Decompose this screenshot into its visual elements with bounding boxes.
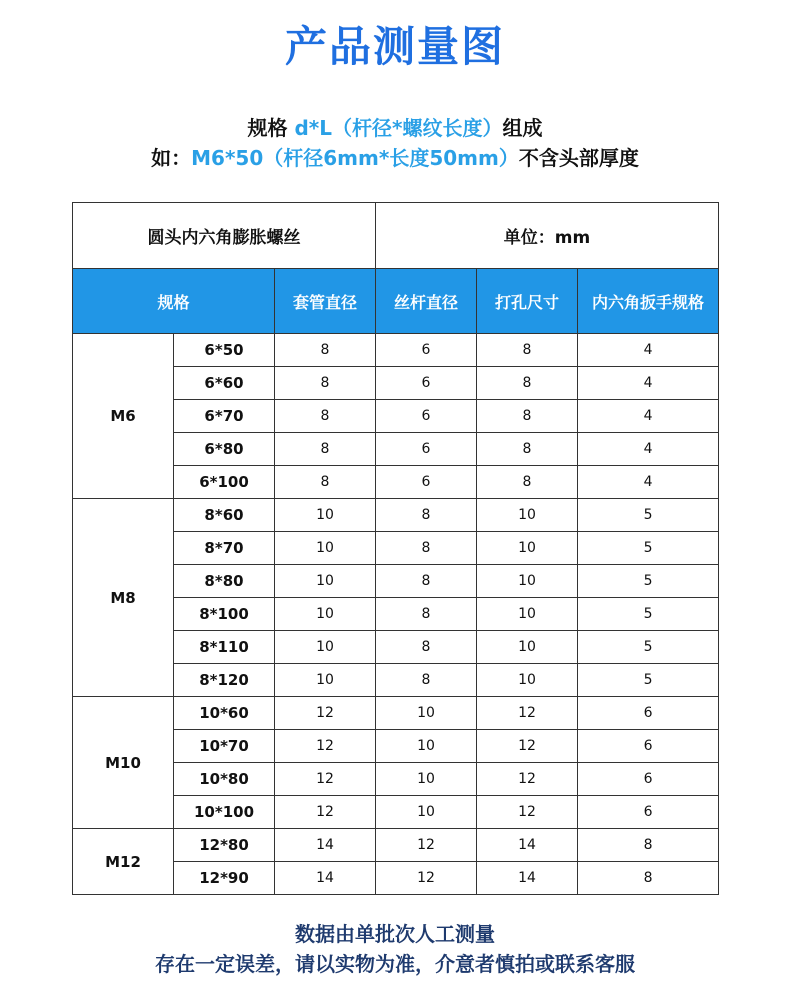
sleeve-diameter-cell: 8: [275, 433, 376, 466]
wrench-size-cell: 6: [578, 697, 719, 730]
sleeve-diameter-cell: 10: [275, 499, 376, 532]
rod-diameter-cell: 6: [376, 433, 477, 466]
sleeve-diameter-cell: 8: [275, 466, 376, 499]
wrench-size-cell: 6: [578, 763, 719, 796]
rod-diameter-cell: 8: [376, 499, 477, 532]
rod-diameter-cell: 10: [376, 697, 477, 730]
table-row: [73, 334, 719, 367]
group-label: M12: [73, 829, 174, 895]
rod-diameter-cell: 8: [376, 565, 477, 598]
size-cell: 6*100: [174, 466, 275, 499]
measurement-table: [72, 202, 719, 895]
rod-diameter-cell: 6: [376, 367, 477, 400]
hole-size-cell: 12: [477, 730, 578, 763]
wrench-size-cell: 4: [578, 367, 719, 400]
rod-diameter-cell: 8: [376, 664, 477, 697]
product-name: 圆头内六角膨胀螺丝: [73, 203, 376, 269]
footer-note-disclaimer: 存在一定误差，请以实物为准，介意者慎拍或联系客服: [155, 952, 635, 976]
sleeve-diameter-cell: 14: [275, 862, 376, 895]
hole-size-cell: 8: [477, 367, 578, 400]
size-cell: 12*80: [174, 829, 275, 862]
wrench-size-cell: 8: [578, 862, 719, 895]
size-cell: 6*50: [174, 334, 275, 367]
wrench-size-cell: 5: [578, 565, 719, 598]
group-label: M8: [73, 499, 174, 697]
spec-format-highlight: d*L（杆径*螺纹长度）: [294, 116, 503, 140]
column-header-hole: 打孔尺寸: [477, 269, 578, 334]
footer-note-measurement: 数据由单批次人工测量: [295, 922, 495, 946]
wrench-size-cell: 4: [578, 433, 719, 466]
hole-size-cell: 8: [477, 466, 578, 499]
hole-size-cell: 10: [477, 664, 578, 697]
rod-diameter-cell: 6: [376, 400, 477, 433]
size-cell: 8*70: [174, 532, 275, 565]
wrench-size-cell: 6: [578, 730, 719, 763]
sleeve-diameter-cell: 10: [275, 565, 376, 598]
sleeve-diameter-cell: 12: [275, 796, 376, 829]
rod-diameter-cell: 12: [376, 862, 477, 895]
wrench-size-cell: 5: [578, 598, 719, 631]
hole-size-cell: 8: [477, 334, 578, 367]
sleeve-diameter-cell: 10: [275, 532, 376, 565]
wrench-size-cell: 6: [578, 796, 719, 829]
hole-size-cell: 8: [477, 433, 578, 466]
hole-size-cell: 14: [477, 829, 578, 862]
column-header-wrench: 内六角扳手规格: [578, 269, 719, 334]
rod-diameter-cell: 8: [376, 598, 477, 631]
size-cell: 6*60: [174, 367, 275, 400]
table-row: [73, 697, 719, 730]
table-row: [73, 829, 719, 862]
group-label: M6: [73, 334, 174, 499]
hole-size-cell: 12: [477, 697, 578, 730]
hole-size-cell: 10: [477, 532, 578, 565]
spec-format-prefix: 规格: [247, 116, 295, 140]
wrench-size-cell: 5: [578, 499, 719, 532]
spec-example-note: [0, 142, 790, 171]
size-cell: 8*60: [174, 499, 275, 532]
size-cell: 8*110: [174, 631, 275, 664]
wrench-size-cell: 4: [578, 334, 719, 367]
size-cell: 6*70: [174, 400, 275, 433]
size-cell: 12*90: [174, 862, 275, 895]
sleeve-diameter-cell: 8: [275, 400, 376, 433]
hole-size-cell: 10: [477, 499, 578, 532]
sleeve-diameter-cell: 12: [275, 763, 376, 796]
hole-size-cell: 10: [477, 598, 578, 631]
size-cell: 10*80: [174, 763, 275, 796]
hole-size-cell: 10: [477, 565, 578, 598]
size-cell: 6*80: [174, 433, 275, 466]
rod-diameter-cell: 8: [376, 631, 477, 664]
column-header-spec: 规格: [73, 269, 275, 334]
size-cell: 10*70: [174, 730, 275, 763]
sleeve-diameter-cell: 14: [275, 829, 376, 862]
column-header-sleeve: 套管直径: [275, 269, 376, 334]
size-cell: 8*80: [174, 565, 275, 598]
group-label: M10: [73, 697, 174, 829]
spec-example-highlight: M6*50（杆径6mm*长度50mm）: [191, 146, 519, 170]
sleeve-diameter-cell: 12: [275, 730, 376, 763]
page-title: 产品测量图: [284, 22, 505, 71]
wrench-size-cell: 5: [578, 532, 719, 565]
rod-diameter-cell: 12: [376, 829, 477, 862]
rod-diameter-cell: 6: [376, 334, 477, 367]
table-title-row: [73, 203, 719, 269]
column-header-row: [73, 269, 719, 334]
spec-example-prefix: 如：: [151, 146, 192, 170]
size-cell: 8*100: [174, 598, 275, 631]
size-cell: 8*120: [174, 664, 275, 697]
column-header-rod: 丝杆直径: [376, 269, 477, 334]
spec-format-note: [0, 112, 790, 141]
hole-size-cell: 12: [477, 763, 578, 796]
wrench-size-cell: 5: [578, 631, 719, 664]
wrench-size-cell: 4: [578, 466, 719, 499]
hole-size-cell: 10: [477, 631, 578, 664]
rod-diameter-cell: 8: [376, 532, 477, 565]
hole-size-cell: 14: [477, 862, 578, 895]
rod-diameter-cell: 6: [376, 466, 477, 499]
spec-example-suffix: 不含头部厚度: [518, 146, 639, 170]
sleeve-diameter-cell: 10: [275, 631, 376, 664]
hole-size-cell: 8: [477, 400, 578, 433]
table-row: [73, 499, 719, 532]
rod-diameter-cell: 10: [376, 796, 477, 829]
hole-size-cell: 12: [477, 796, 578, 829]
size-cell: 10*60: [174, 697, 275, 730]
wrench-size-cell: 4: [578, 400, 719, 433]
sleeve-diameter-cell: 12: [275, 697, 376, 730]
size-cell: 10*100: [174, 796, 275, 829]
wrench-size-cell: 5: [578, 664, 719, 697]
wrench-size-cell: 8: [578, 829, 719, 862]
rod-diameter-cell: 10: [376, 730, 477, 763]
rod-diameter-cell: 10: [376, 763, 477, 796]
sleeve-diameter-cell: 10: [275, 598, 376, 631]
unit-label: 单位：mm: [376, 203, 719, 269]
sleeve-diameter-cell: 8: [275, 334, 376, 367]
spec-format-suffix: 组成: [502, 116, 543, 140]
sleeve-diameter-cell: 10: [275, 664, 376, 697]
sleeve-diameter-cell: 8: [275, 367, 376, 400]
